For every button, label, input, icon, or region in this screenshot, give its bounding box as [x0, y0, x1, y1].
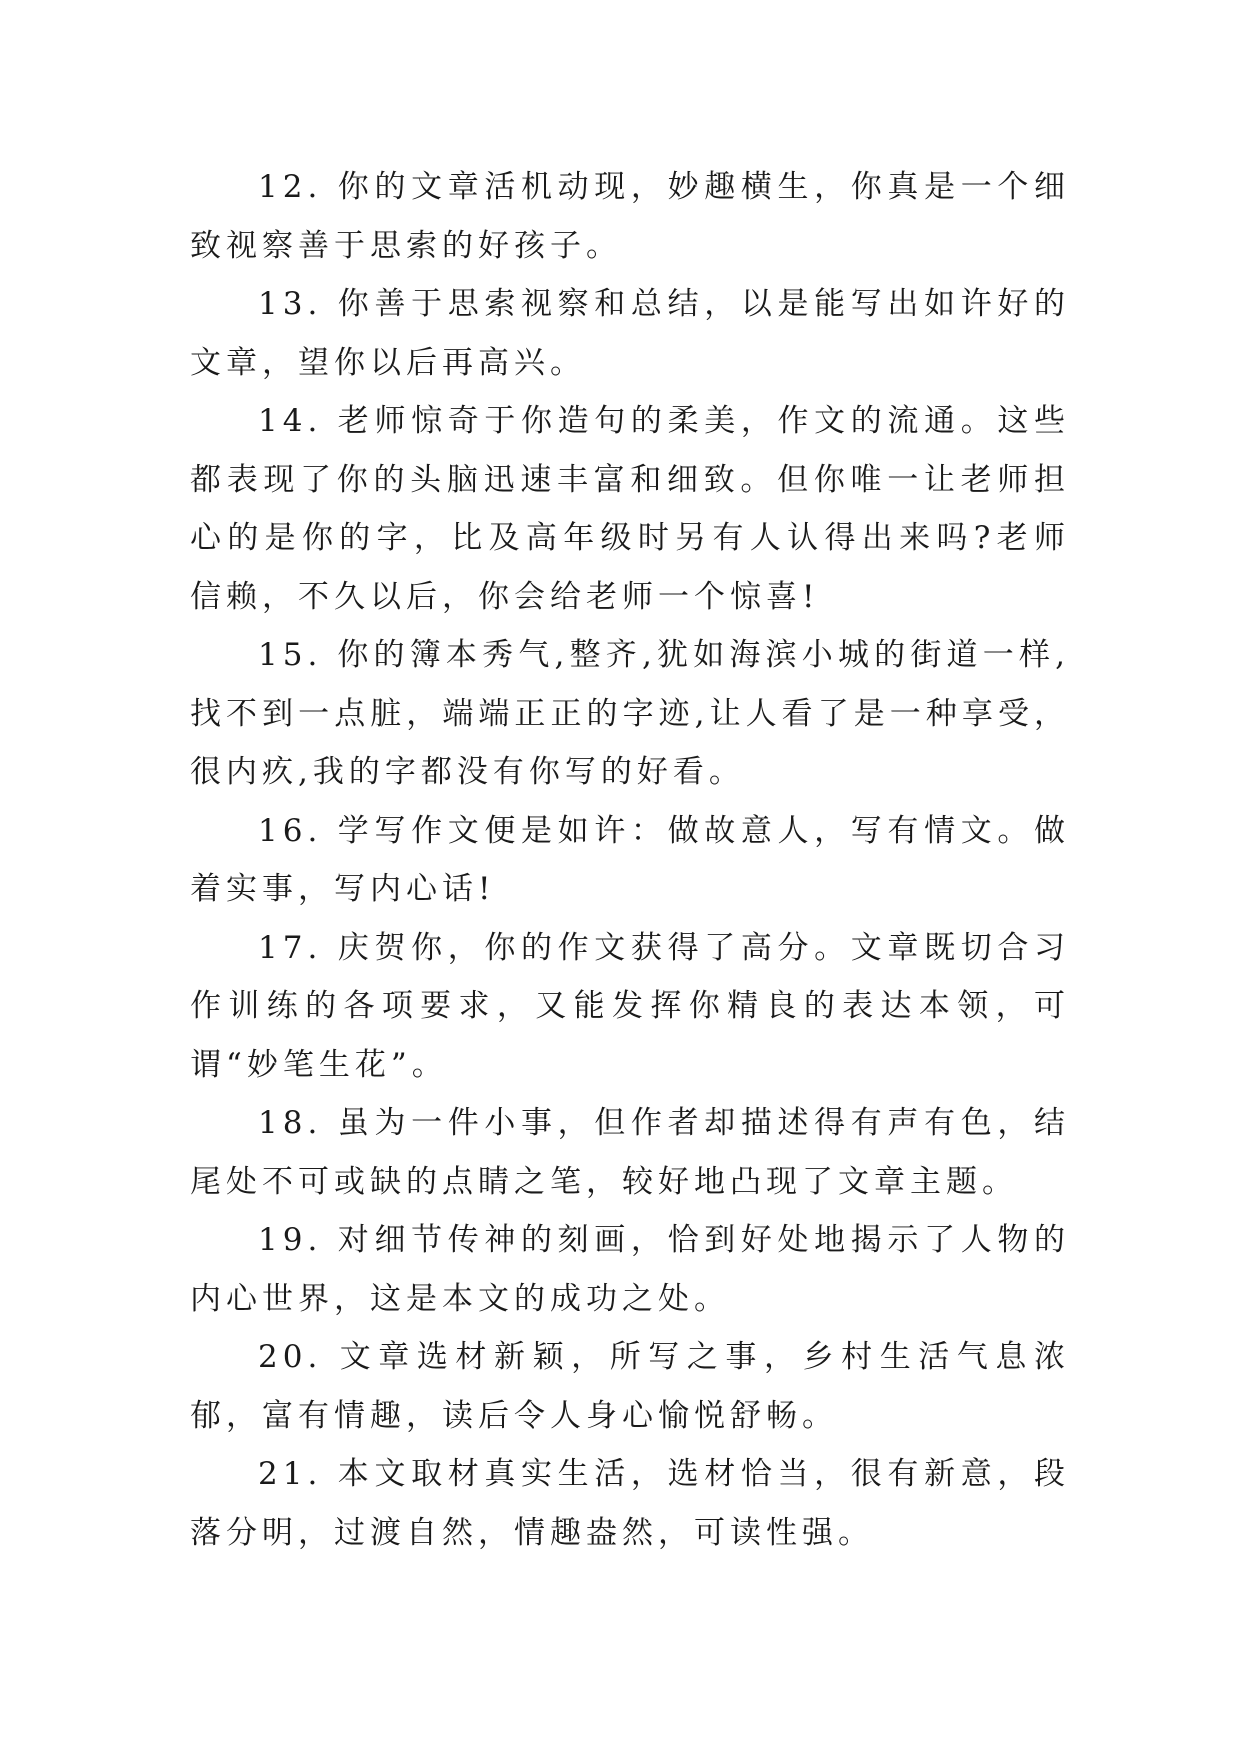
comment-paragraph-13: 13. 你善于思索视察和总结，以是能写出如许好的文章，望你以后再高兴。	[190, 286, 1070, 381]
comment-paragraph-12: 12. 你的文章活机动现，妙趣横生，你真是一个细致视察善于思索的好孩子。	[190, 169, 1070, 264]
comment-paragraph-20: 20. 文章选材新颖，所写之事，乡村生活气息浓郁，富有情趣，读后令人身心愉悦舒畅。	[190, 1339, 1070, 1434]
document-body	[190, 158, 1070, 1562]
comment-paragraph-15: 15. 你的簿本秀气,整齐,犹如海滨小城的街道一样,找不到一点脏，端端正正的字迹,让人看了是一种享受，很内疚,我的字都没有你写的好看。	[190, 637, 1070, 790]
comment-paragraph-16: 16. 学写作文便是如许：做故意人，写有情文。做着实事，写内心话!	[190, 812, 1070, 907]
comment-paragraph-17: 17. 庆贺你，你的作文获得了高分。文章既切合习作训练的各项要求，又能发挥你精良的表达本领，可谓“妙笔生花”。	[190, 929, 1070, 1083]
comment-paragraph-14: 14. 老师惊奇于你造句的柔美，作文的流通。这些都表现了你的头脑迅速丰富和细致。但你唯一让老师担心的是你的字，比及高年级时另有人认得出来吗?老师信赖，不久以后，你会给老师一个惊喜!	[190, 403, 1070, 615]
comment-paragraph-19: 19. 对细节传神的刻画，恰到好处地揭示了人物的内心世界，这是本文的成功之处。	[190, 1222, 1070, 1317]
comment-paragraph-18: 18. 虽为一件小事，但作者却描述得有声有色，结尾处不可或缺的点睛之笔，较好地凸现了文章主题。	[190, 1105, 1070, 1200]
comment-paragraph-21: 21. 本文取材真实生活，选材恰当，很有新意，段落分明，过渡自然，情趣盎然，可读性强。	[190, 1456, 1070, 1551]
